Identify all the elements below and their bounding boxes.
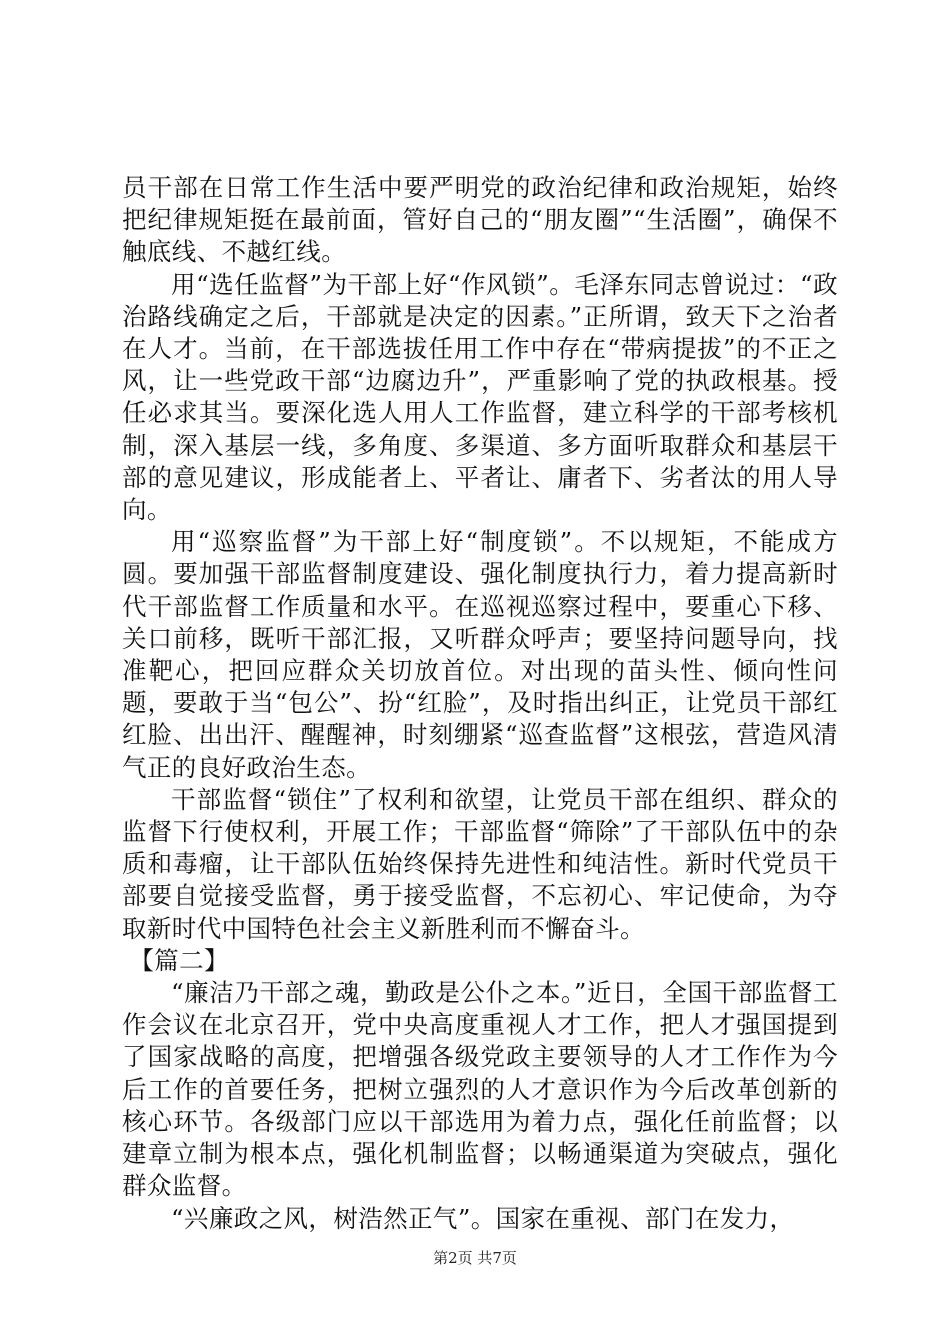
section-heading-text: 【篇二】 bbox=[129, 945, 229, 975]
paragraph-2: 用“选任监督”为干部上好“作风锁”。毛泽东同志曾说过：“政治路线确定之后，干部就是决定的因素。”正所谓，致天下之治者在人才。当前，在干部选拔任用工作中存在“带病提拔”的不正之风，让一些党政干部“边腐边升”，严重影响了党的执政根基。授任必求其当。要深化选人用人工作监督，建立科学的干部考核机制，深入基层一线，多角度、多渠道、多方面听取群众和基层干部的意见建议，形成能者上、平者让、庸者下、劣者汰的用人导向。 bbox=[122, 269, 838, 525]
document-body bbox=[122, 172, 838, 1235]
paragraph-3: 用“巡察监督”为干部上好“制度锁”。不以规矩，不能成方圆。要加强干部监督制度建设、强化制度执行力，着力提高新时代干部监督工作质量和水平。在巡视巡察过程中，要重心下移、关口前移，既听干部汇报，又听群众呼声；要坚持问题导向，找准靶心，把回应群众关切放首位。对出现的苗头性、倾向性问题，要敢于当“包公”、扮“红脸”，及时指出纠正，让党员干部红红脸、出出汗、醒醒神，时刻绷紧“巡查监督”这根弦，营造风清气正的良好政治生态。 bbox=[122, 527, 838, 782]
page-number: 第2页 共7页 bbox=[433, 1249, 517, 1267]
paragraph-5: “廉洁乃干部之魂，勤政是公仆之本。”近日，全国干部监督工作会议在北京召开，党中央高度重视人才工作，把人才强国提到了国家战略的高度，把增强各级党政主要领导的人才工作作为今后工作的首要任务，把树立强烈的人才意识作为今后改革创新的核心环节。各级部门应以干部选用为着力点，强化任前监督；以建章立制为根本点，强化机制监督；以畅通渠道为突破点，强化群众监督。 bbox=[122, 978, 838, 1201]
section-heading bbox=[122, 945, 838, 977]
page-footer bbox=[0, 1247, 950, 1268]
paragraph-6: “兴廉政之风，树浩然正气”。国家在重视、部门在发力， bbox=[171, 1203, 795, 1233]
paragraph-1: 员干部在日常工作生活中要严明党的政治纪律和政治规矩，始终把纪律规矩挺在最前面，管好自己的“朋友圈”“生活圈”，确保不触底线、不越红线。 bbox=[122, 173, 838, 267]
paragraph-4: 干部监督“锁住”了权利和欲望，让党员干部在组织、群众的监督下行使权利，开展工作；干部监督“筛除”了干部队伍中的杂质和毒瘤，让干部队伍始终保持先进性和纯洁性。新时代党员干部要自觉接受监督，勇于接受监督，不忘初心、牢记使命，为夺取新时代中国特色社会主义新胜利而不懈奋斗。 bbox=[122, 784, 838, 943]
